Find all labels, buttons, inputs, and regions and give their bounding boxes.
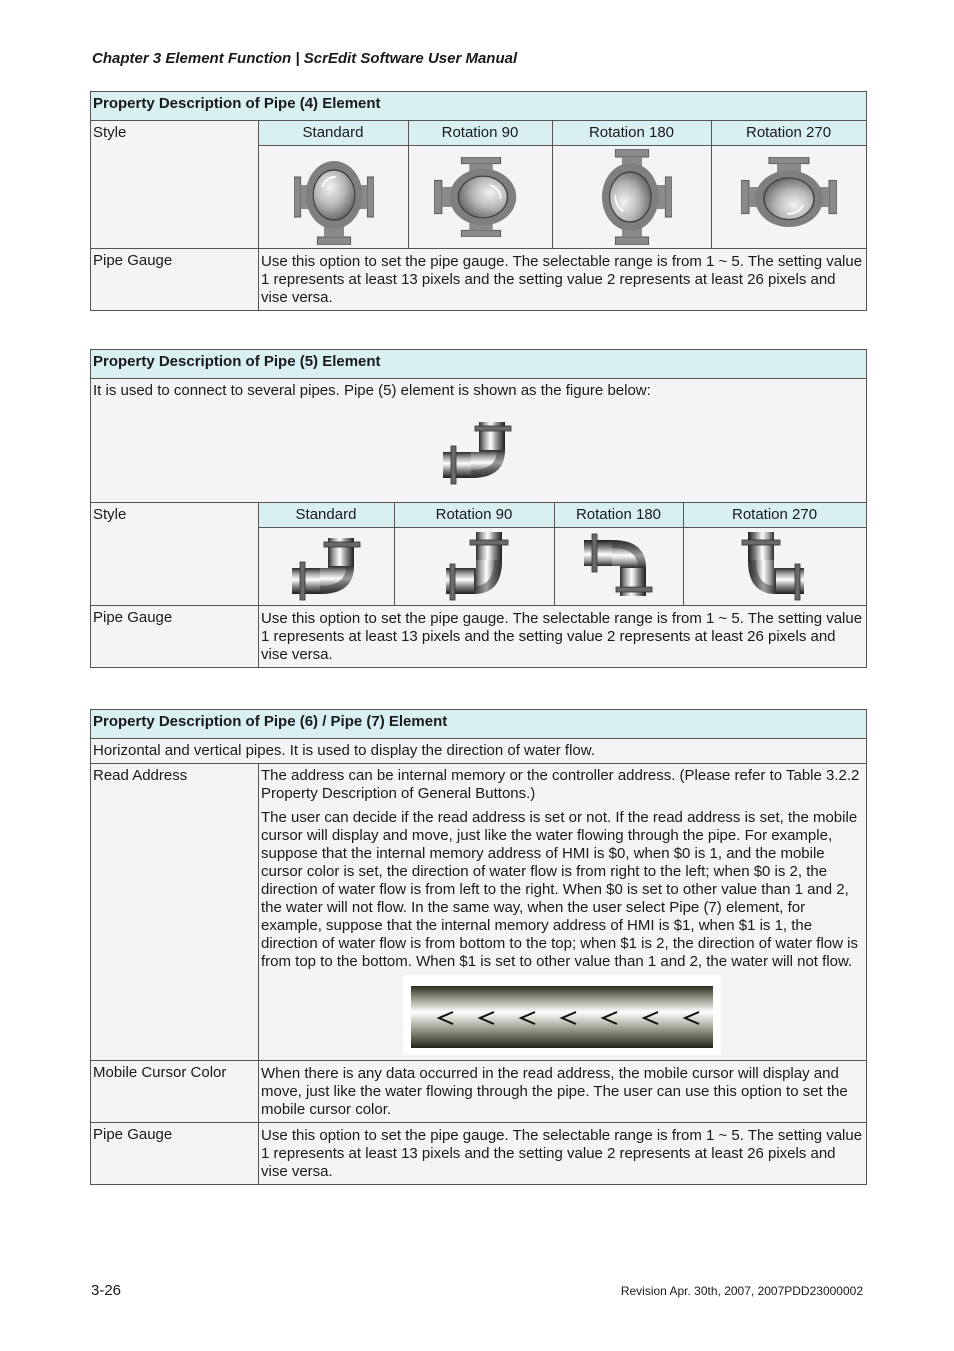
pipe5-style-standard: Standard bbox=[259, 503, 395, 528]
pipe5-style-label: Style bbox=[91, 503, 259, 606]
pipe5-rot270-icon bbox=[740, 532, 810, 602]
pipe4-gauge-text: Use this option to set the pipe gauge. The selectable range is from 1 ~ 5. The setting value 1 represents at least 13 pixels and the setting value 2 represents at least 26 pixels and vise versa. bbox=[259, 249, 867, 311]
pipe5-table bbox=[90, 349, 867, 668]
pipe4-title: Property Description of Pipe (4) Element bbox=[91, 92, 867, 121]
pipe5-gauge-label: Pipe Gauge bbox=[91, 606, 259, 668]
pipe5-rot90-icon bbox=[440, 532, 510, 602]
pipe4-rot270-icon bbox=[741, 157, 837, 237]
pipe4-rot180-icon bbox=[592, 149, 672, 245]
pipe5-rot180-icon bbox=[584, 532, 654, 602]
pipe6-gauge-text: Use this option to set the pipe gauge. The selectable range is from 1 ~ 5. The setting value 1 represents at least 13 pixels and the setting value 2 represents at least 26 pixels and vise versa. bbox=[259, 1123, 867, 1185]
header-separator: | bbox=[295, 50, 300, 67]
pipe5-intro-cell bbox=[91, 379, 867, 503]
pipe4-style-label: Style bbox=[91, 121, 259, 249]
pipe5-rot90-cell bbox=[395, 528, 555, 606]
pipe5-style-rot90: Rotation 90 bbox=[395, 503, 555, 528]
page-number: 3-26 bbox=[91, 1282, 122, 1299]
pipe6-read-cell bbox=[259, 764, 867, 1061]
pipe6-cursor-text: When there is any data occurred in the read address, the mobile cursor will display and move, just like the water flowing through the pipe. The user can use this option to set the mobile cursor color. bbox=[259, 1061, 867, 1123]
pipe6-intro: Horizontal and vertical pipes. It is used to display the direction of water flow. bbox=[91, 739, 867, 764]
pipe5-title: Property Description of Pipe (5) Element bbox=[91, 350, 867, 379]
pipe6-table bbox=[90, 709, 867, 1185]
pipe6-read-text2: The user can decide if the read address is set or not. If the read address is set, the mobile cursor will display and move, just like the water flowing through the pipe. For example, suppose that the internal memory address of HMI is $0, when $0 is 1, and the mobile cursor color is set, the direction of water flow is from right to the left; when $0 is 2, the direction of water flow is from left to the right. When $0 is set to other value than 1 and 2, the water will not flow. In the same way, when the user select Pipe (7) element, for example, suppose that the internal memory address of HMI is $1, when $1 is 1, the direction of water flow is from bottom to the top; when $1 is 2, the direction of water flow is from top to the bottom. When $1 is set to other value than 1 and 2, the water will not flow. bbox=[261, 809, 858, 970]
page-header bbox=[92, 50, 517, 67]
pipe6-title: Property Description of Pipe (6) / Pipe (7) Element bbox=[91, 710, 867, 739]
pipe5-rot270-cell bbox=[684, 528, 867, 606]
pipe6-read-label: Read Address bbox=[91, 764, 259, 1061]
flow-pipe-icon bbox=[403, 975, 721, 1055]
pipe4-style-rot180: Rotation 180 bbox=[553, 121, 712, 146]
manual-title: ScrEdit Software User Manual bbox=[303, 50, 518, 67]
pipe5-standard-icon bbox=[292, 532, 362, 602]
pipe6-cursor-label: Mobile Cursor Color bbox=[91, 1061, 259, 1123]
revision-text: Revision Apr. 30th, 2007, 2007PDD23000002 bbox=[620, 1284, 863, 1298]
pipe5-gauge-text: Use this option to set the pipe gauge. The selectable range is from 1 ~ 5. The setting value 1 represents at least 13 pixels and the setting value 2 represents at least 26 pixels and vise versa. bbox=[259, 606, 867, 668]
pipe4-rot180-cell bbox=[553, 146, 712, 249]
pipe5-style-rot270: Rotation 270 bbox=[684, 503, 867, 528]
chapter-title: Chapter 3 Element Function bbox=[92, 50, 292, 67]
pipe4-rot270-cell bbox=[712, 146, 867, 249]
pipe5-standard-cell bbox=[259, 528, 395, 606]
pipe4-style-rot270: Rotation 270 bbox=[712, 121, 867, 146]
pipe4-standard-icon bbox=[294, 149, 374, 245]
pipe4-style-standard: Standard bbox=[259, 121, 409, 146]
pipe4-gauge-label: Pipe Gauge bbox=[91, 249, 259, 311]
pipe6-read-text1: The address can be internal memory or the controller address. (Please refer to Table 3.2.2 Property Description of General Buttons.) bbox=[261, 767, 860, 802]
pipe4-rot90-cell bbox=[409, 146, 553, 249]
pipe5-style-rot180: Rotation 180 bbox=[555, 503, 684, 528]
pipe4-style-rot90: Rotation 90 bbox=[409, 121, 553, 146]
pipe5-intro: It is used to connect to several pipes. Pipe (5) element is shown as the figure below: bbox=[93, 382, 651, 399]
pipe4-standard-cell bbox=[259, 146, 409, 249]
pipe5-rot180-cell bbox=[555, 528, 684, 606]
pipe4-table bbox=[90, 91, 867, 311]
pipe6-gauge-label: Pipe Gauge bbox=[91, 1123, 259, 1185]
pipe5-elbow-icon bbox=[443, 416, 513, 486]
pipe4-rot90-icon bbox=[434, 157, 528, 237]
